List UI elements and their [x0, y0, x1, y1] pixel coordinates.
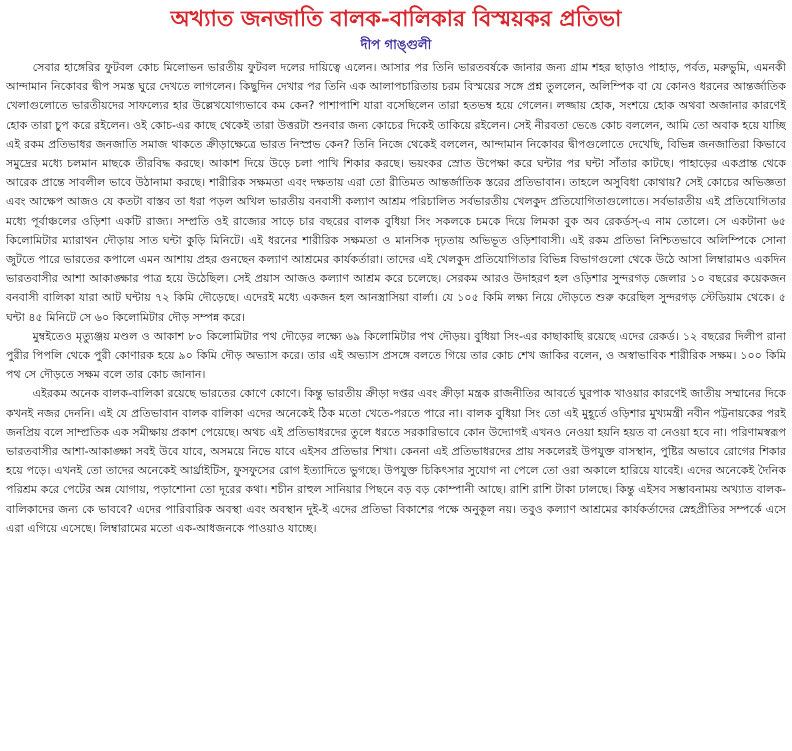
body-paragraph-1: সেবার হাঙ্গেরির ফুটবল কোচ মিলোভন ভারতীয় ফুটবল দলের দায়িত্বে এলেন। আসার পর তিনি ভারতবর্ষকে জানার জন্য গ্রাম শহর ছাড়াও পাহাড়, পর্বত, মরুভুমি, এমনকী আন্দামান নিকোবর দ্বীপ সমস্ত ঘুরে দেখতে লাগলেন। কিছুদিন দেখার পর তিনি এক আলাপচারিতায় চরম বিস্ময়ের সঙ্গে প্রশ্ন তুললেন, অলিম্পিক বা যে কোনও ধরনের আন্তর্জাতিক খেলাগুলোতে ভারতীয়দের সাফল্যের হার উল্লেখযোগ্যভাবে কম কেন? পাশাপাশি যারা বসেছিলেন তারা হতভম্ব হয়ে গেলেন। লজ্জায় হোক, সংশয়ে হোক অথবা অজানার কারণেই হোক তারা চুপ করে রইলেন। ওই কোচ-এর কাছে থেকেই তারা উত্তরটা শুনবার জন্য কোচের দিকেই তাকিয়ে রইলেন। সেই নীরবতা ভেঙে কোচ বললেন, আমি তো অবাক হয়ে যাচ্ছি এই রকম প্রতিভাধর জনজাতি সমাজ থাকতে ক্রীড়াক্ষেত্রে ভারত নিস্প্রভ কেন? তিনি নিজে থেকেই বললেন, আন্দামান নিকোবর দ্বীপগুলোতে দেখেছি, বিভিন্ন জনজাতিরা কিভাবে সমুদ্রের মধ্যে চলমান মাছকে তীরবিদ্ধ করছে। আকাশ দিয়ে উড়ে চলা পাখি শিকার করছে। ভয়ংকর স্রোত উপেক্ষা করে ঘন্টার পর ঘন্টা সাঁতার কাটছে। পাহাড়ের একপ্রান্ত থেকে আরেক প্রান্তে সাবলীল ভাবে উঠানামা করছে। শারীরিক সক্ষমতা এবং দক্ষতায় এরা তো রীতিমত আন্তর্জাতিক স্তরের প্রতিভাবান। তাহলে অসুবিধা কোথায়? সেই কোচের অভিজ্ঞতা এবং আক্ষেপ আজও যে কতটা বাস্তব তা ধরা পড়ল অখিল ভারতীয় বনবাসী কল্যাণ আশ্রম পরিচালিত সর্বভারতীয় খেলকুদ প্রতিযোগিতাগুলোতে। সর্বভারতীয় এই প্রতিযোগিতার মধ্যে পূর্বাঞ্চলের ওড়িশা একটি রাজ্য। সম্প্রতি ওই রাজ্যের সাড়ে চার বছরের বালক বুধিয়া সিং সকলকে চমকে দিয়ে লিমকা বুক অব রেকর্ডস্-এ নাম তোলে। সে একটানা ৬৫ কিলোমিটার ম্যারাথন দৌড়ায় সাত ঘন্টা কুড়ি মিনিটে। এই ধরনের শারীরিক সক্ষমতা ও মানসিক দৃঢ়তায় অভিভূত ওড়িশাবাসী। এই রকম প্রতিভা নিশ্চিতভাবে অলিম্পিকে সোনা জুটতে পারে ভারতের কপালে এমন আশায় প্রহর গুনছেন কল্যাণ আশ্রমের কার্যকর্তারা। তাদের এই খেলকুদ প্রতিযোগিতার বিভিন্ন বিভাগগুলো থেকে উঠে আসা লিম্বারামও একদিন ভারতবাসীর আশা আকাঙ্ক্ষার পাত্র হয়ে উঠেছিল। সেই প্রয়াস আজও কল্যাণ আশ্রম করে চলেছে। সেরকম আরও উদাহরণ হল ওড়িশার সুন্দরগড় জেলার ১০ বছরের কয়েকজন বনবাসী বালিকা যারা আট ঘন্টায় ৭২ কিমি দৌড়েছে। এদেরই মধ্যে একজন হল আনস্ত্রাসিয়া বার্লা। যে ১০৫ কিমি লক্ষ্য নিয়ে দৌড়তে শুরু করেছিল সুন্দরগড় স্টেডিয়াম থেকে। ৫ ঘন্টা ৪৫ মিনিটে সে ৬০ কিলোমিটার দৌড় সম্পন্ন করে। — [6, 61, 786, 324]
article-author: দীপ গাঙ্গুলী — [360, 38, 432, 53]
body-paragraph-2: মুম্বইতেও মৃত্যুঞ্জয় মণ্ডল ও আকাশ ৮০ কিলোমিটার পথ দৌড়ের লক্ষ্যে ৬৯ কিলোমিটার পথ দৌড়য়। বুধিয়া সিং-এর কাছাকাছি রয়েছে এদের রেকর্ড। ১২ বছরের দিলীপ রানা পুরীর পিপলি থেকে পুরী কোণারক হয়ে ৯০ কিমি দৌড় অভ্যাস করে। তার এই অভ্যাস প্রসঙ্গে বলতে গিয়ে তার কোচ শেখ জাকির বলেন, ও অস্বাভাবিক শারীরিক সক্ষম। ১০০ কিমি পথ সে দৌড়তে সক্ষম বলে তার কোচ জানান। — [6, 329, 786, 382]
article-title: অখ্যাত জনজাতি বালক-বালিকার বিস্ময়কর প্রতিভা — [170, 6, 622, 32]
article-body — [6, 58, 786, 744]
body-paragraph-3: এইরকম অনেক বালক-বালিকা রয়েছে ভারতের কোণে কোণে। কিন্তু ভারতীয় ক্রীড়া দপ্তর এবং ক্রীড়া মন্ত্রক রাজনীতির আবর্তে ঘুরপাক খাওয়ার কারণেই জাতীয় সম্মানের দিকে কখনই নজর দেননি। এই যে প্রতিভাবান বালক বালিকা এদের অনেকেই ঠিক মতো খেতে-পরতে পারে না। বালক বুধিয়া সিং তো এই মুহূর্তে ওড়িশার মুখ্যমন্ত্রী নবীন পট্টনায়কের পরই জনপ্রিয় বলে সাম্প্রতিক এক সমীক্ষায় প্রকাশ পেয়েছে। অথচ এই প্রতিভাধরদের তুলে ধরতে সরকারিভাবে কোন উদ্যোগই এখনও নেওয়া হয়নি হয়ত বা নেওয়া হবে না। পরিণামস্বরূপ ভারতবাসীর আশা-আকাঙ্ক্ষা সবই উবে যাবে, অসময়ে নিভে যাবে এইসব প্রতিভার শিখা। কেননা এই প্রতিভাধরদের প্রায় সকলেরই উপযুক্ত বাসস্থান, পুষ্টির অভাবে রোগের শিকার হয়ে পড়ে। এখনই তো তাদের অনেকেই আর্থ্রাইটিস, ফুসফুসের রোগ ইত্যাদিতে ভুগছে। উপযুক্ত চিকিৎসার সুযোগ না পেলে তো ওরা অকালে হারিয়ে যাবেই। এদের অনেকেই দৈনিক পরিশ্রম করে পেটের অন্ন যোগায়, পড়াশোনা তো দূরের কথা। শচীন রাহুল সানিয়ার পিছনে বড় বড় কোম্পানী আছে। রাশি রাশি টাকা ঢালছে। কিন্তু এইসব সম্ভাবনাময় অখ্যাত বালক-বালিকাদের জন্য কে ভাববে? এদের পারিবারিক অবস্থা এবং অবস্থান দুই-ই এদের প্রতিভা বিকাশের পক্ষে অনুকূল নয়। তবুও কল্যাণ আশ্রমের কার্যকর্তাদের স্নেহপ্রীতির সম্পর্কে এসে এরা এগিয়ে এসেছে। লিম্বারামের মতো এক-আধজনকে পাওয়াও যাচ্ছে। — [6, 387, 786, 535]
